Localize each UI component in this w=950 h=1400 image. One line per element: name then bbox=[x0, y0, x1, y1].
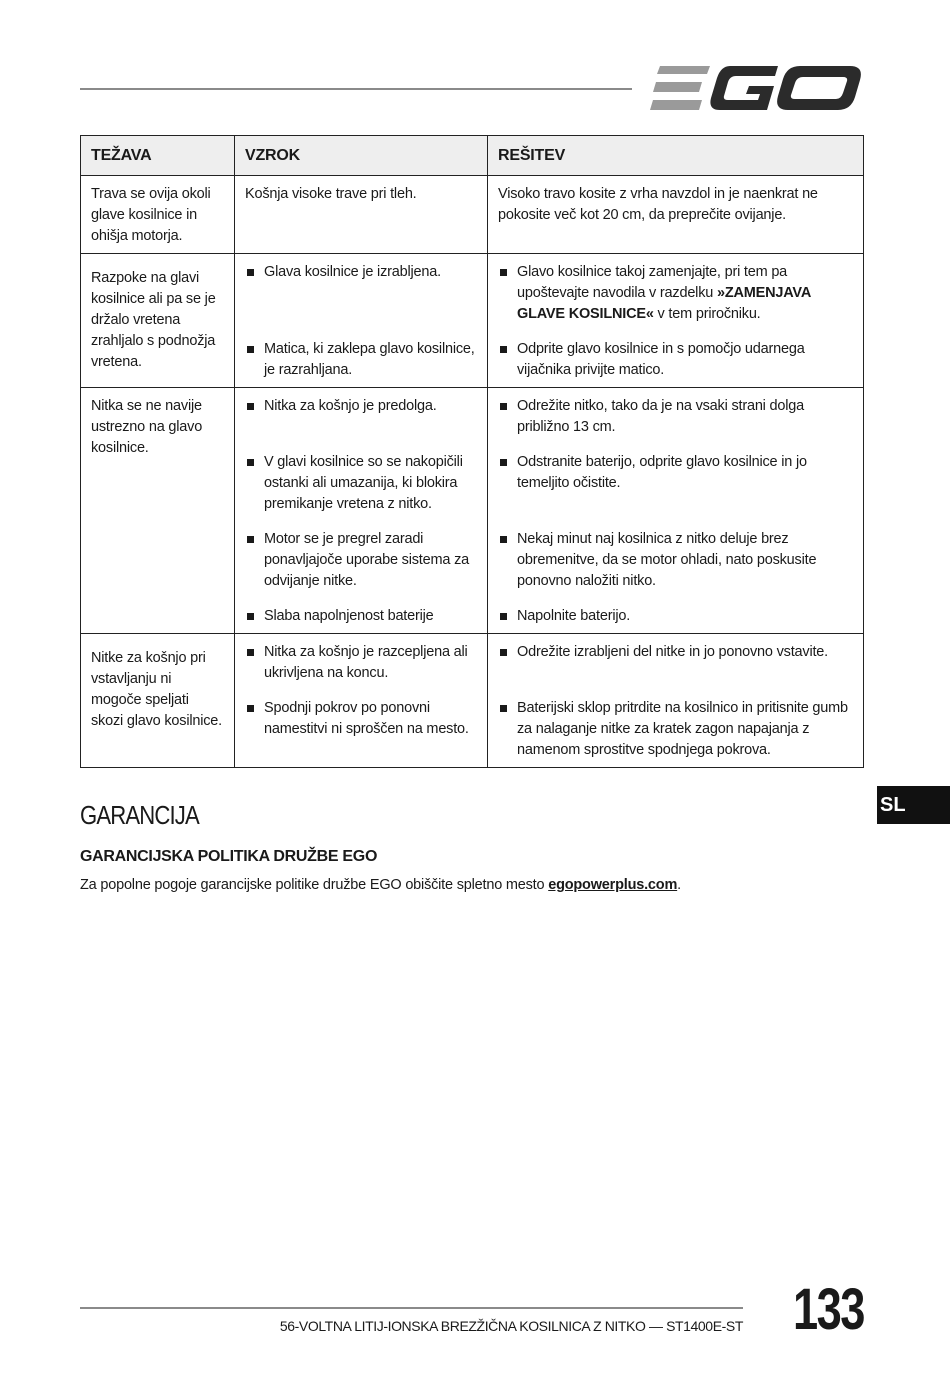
cause-item: Glava kosilnice je izrabljena. bbox=[245, 262, 477, 283]
problem-cell bbox=[81, 634, 235, 768]
problem-text: Razpoke na glavi kosilnice ali pa se je držalo vretena zrahljalo s podnožja vretena. bbox=[91, 270, 216, 370]
solution-item: Baterijski sklop pritrdite na kosilnico in pritisnite gumb za nalaganje nitke za kratek zagon napajanja z namenom sprostitve spodnjega pokrova. bbox=[498, 698, 853, 761]
bullet-icon bbox=[247, 649, 254, 656]
solution-item: Nekaj minut naj kosilnica z nitko deluje brez obremenitve, da se motor ohladi, nato poskusite ponovno naložiti nitko. bbox=[498, 529, 853, 592]
solution-cell bbox=[488, 254, 864, 388]
header-problem: TEŽAVA bbox=[81, 136, 235, 176]
bullet-icon bbox=[247, 346, 254, 353]
header-rule bbox=[80, 88, 632, 90]
website-link[interactable]: egopowerplus.com bbox=[548, 877, 678, 893]
cause-item: Nitka za košnjo je razcepljena ali ukrivljena na koncu. bbox=[245, 642, 477, 684]
bullet-icon bbox=[500, 459, 507, 466]
solution-cell bbox=[488, 176, 864, 254]
bullet-icon bbox=[247, 403, 254, 410]
bullet-icon bbox=[500, 613, 507, 620]
section-title: GARANCIJA bbox=[80, 800, 199, 830]
table-row bbox=[81, 388, 864, 634]
header-solution: REŠITEV bbox=[488, 136, 864, 176]
header-cause: VZROK bbox=[235, 136, 488, 176]
ego-logo bbox=[650, 64, 862, 112]
cause-cell bbox=[235, 388, 488, 634]
bullet-icon bbox=[500, 705, 507, 712]
solution-item: Odprite glavo kosilnice in s pomočjo udarnega vijačnika privijte matico. bbox=[498, 339, 853, 381]
cause-text: Košnja visoke trave pri tleh. bbox=[245, 186, 417, 202]
problem-text: Nitke za košnjo pri vstavljanju ni mogoče speljati skozi glavo kosilnice. bbox=[91, 650, 222, 729]
language-tab: SL bbox=[877, 786, 950, 824]
solution-item: Odstranite baterijo, odprite glavo kosilnice in jo temeljito očistite. bbox=[498, 452, 853, 494]
problem-text: Trava se ovija okoli glave kosilnice in ohišja motorja. bbox=[91, 186, 211, 244]
bullet-icon bbox=[500, 536, 507, 543]
bullet-icon bbox=[247, 459, 254, 466]
cause-cell bbox=[235, 176, 488, 254]
table-row bbox=[81, 254, 864, 388]
bullet-icon bbox=[247, 536, 254, 543]
problem-cell bbox=[81, 254, 235, 388]
cause-item: Matica, ki zaklepa glavo kosilnice, je razrahljana. bbox=[245, 339, 477, 381]
bullet-icon bbox=[500, 649, 507, 656]
problem-text: Nitka se ne navije ustrezno na glavo kosilnice. bbox=[91, 398, 203, 456]
problem-cell bbox=[81, 388, 235, 634]
bullet-icon bbox=[247, 705, 254, 712]
solution-cell bbox=[488, 388, 864, 634]
cause-item: Motor se je pregrel zaradi ponavljajoče uporabe sistema za odvijanje nitke. bbox=[245, 529, 477, 592]
table-row bbox=[81, 634, 864, 768]
solution-cell bbox=[488, 634, 864, 768]
cause-item: Nitka za košnjo je predolga. bbox=[245, 396, 477, 417]
problem-cell bbox=[81, 176, 235, 254]
bullet-icon bbox=[247, 613, 254, 620]
troubleshooting-table bbox=[80, 135, 864, 768]
solution-item: Glavo kosilnice takoj zamenjajte, pri tem pa upoštevajte navodila v razdelku »ZAMENJAVA GLAVE KOSILNICE« v tem priročniku. bbox=[498, 262, 853, 325]
cause-item: Slaba napolnjenost baterije bbox=[245, 606, 477, 627]
table-header-row bbox=[81, 136, 864, 176]
cause-cell bbox=[235, 634, 488, 768]
bullet-icon bbox=[247, 269, 254, 276]
page-number: 133 bbox=[793, 1277, 864, 1342]
footer-product-title: 56-VOLTNA LITIJ-IONSKA BREZŽIČNA KOSILNICA Z NITKO — ST1400E-ST bbox=[279, 1318, 743, 1334]
cause-item: Spodnji pokrov po ponovni namestitvi ni sproščen na mesto. bbox=[245, 698, 477, 740]
solution-item: Odrežite nitko, tako da je na vsaki strani dolga približno 13 cm. bbox=[498, 396, 853, 438]
solution-item: Napolnite baterijo. bbox=[498, 606, 853, 627]
bullet-icon bbox=[500, 346, 507, 353]
solution-item: Odrežite izrabljeni del nitke in jo ponovno vstavite. bbox=[498, 642, 853, 663]
solution-text: Visoko travo kosite z vrha navzdol in je naenkrat ne pokosite več kot 20 cm, da preprečite ovijanje. bbox=[498, 186, 818, 223]
bullet-icon bbox=[500, 269, 507, 276]
cause-item: V glavi kosilnice so se nakopičili ostanki ali umazanija, ki blokira premikanje vretena z nitko. bbox=[245, 452, 477, 515]
subsection-title: GARANCIJSKA POLITIKA DRUŽBE EGO bbox=[80, 848, 378, 865]
bullet-icon bbox=[500, 403, 507, 410]
cause-cell bbox=[235, 254, 488, 388]
warranty-paragraph: Za popolne pogoje garancijske politike družbe EGO obiščite spletno mesto egopowerplus.com. bbox=[80, 877, 681, 893]
section-reference: »ZAMENJAVA GLAVE KOSILNICE« bbox=[517, 285, 811, 322]
table-row bbox=[81, 176, 864, 254]
footer-rule bbox=[80, 1307, 743, 1309]
